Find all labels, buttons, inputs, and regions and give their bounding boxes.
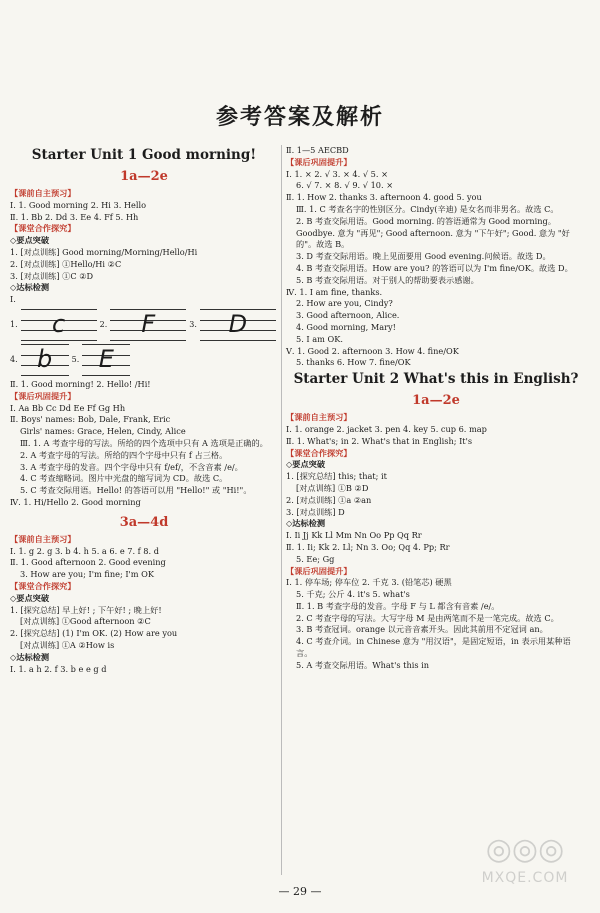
answer-line: Ⅰ. 1. a h 2. f 3. b e e g d — [10, 663, 107, 674]
item-number: 2. — [99, 320, 108, 330]
answer-line: Ⅱ. 1. Bb 2. Dd 3. Ee 4. Ff 5. Hh — [10, 211, 139, 222]
tag-class: 【课堂合作探究】 — [10, 580, 76, 591]
tag-preview: 【课前自主预习】 — [286, 412, 352, 423]
column-divider — [281, 145, 282, 875]
check-heading: ◇达标检测 — [10, 282, 50, 293]
tag-preview: 【课前自主预习】 — [10, 533, 76, 544]
answer-line: [对点训练] ①B ②D — [296, 482, 369, 493]
tag-after: 【课后巩固提升】 — [10, 390, 76, 401]
unit1-title: Starter Unit 1 Good morning! — [31, 147, 257, 163]
letter-f: F — [141, 310, 156, 339]
watermark-url: MXQE.COM — [481, 870, 569, 886]
answer-line: Girls' names: Grace, Helen, Cindy, Alice — [20, 426, 186, 437]
answer-line: 5. C 考查交际用语。Hello! 的答语可以用 "Hello!" 或 "Hi!"。 — [20, 485, 252, 496]
answer-line: 2. [探究总结] (1) I'm OK. (2) How are you — [10, 628, 178, 639]
answer-line: 2. A 考查字母的写法。所给的四个字母中只有 f 占三格。 — [20, 449, 228, 460]
answer-line: 4. Good morning, Mary! — [296, 321, 396, 332]
answer-line: 5. thanks 6. How 7. fine/OK — [296, 357, 411, 368]
answer-line: 3. How are you; I'm fine; I'm OK — [20, 569, 154, 580]
answer-line: 5. A 考查交际用语。What's this in — [296, 659, 430, 670]
tag-after: 【课后巩固提升】 — [286, 565, 352, 576]
watermark-mark: ◎◎◎ — [485, 832, 565, 867]
answer-line: [对点训练] ①Good afternoon ②C — [20, 616, 151, 627]
answer-line: 2. C 考查字母的写法。大写字母 M 是由两笔而不是一笔完成。故选 C。 — [296, 612, 559, 623]
item-number: 1. — [10, 320, 18, 330]
right-column — [286, 145, 586, 672]
page-number: — 29 — — [278, 885, 322, 898]
four-line-grid — [200, 309, 276, 341]
letter-d: D — [228, 310, 248, 339]
answer-line: 2. [对点训练] ①Hello/Hi ②C — [10, 258, 122, 269]
answer-line: 2. [对点训练] ①a ②an — [286, 494, 372, 505]
key-points-heading: ◇要点突破 — [286, 459, 326, 470]
answer-line: Ⅱ. 1—5 AECBD — [286, 145, 349, 155]
answer-line: 2. How are you, Cindy? — [296, 298, 393, 309]
answer-line: Ⅳ. 1. I am fine, thanks. — [286, 286, 383, 297]
item-number: 3. — [189, 320, 197, 330]
answer-line: 5. 千克; 公斤 4. it's 5. what's — [296, 589, 410, 600]
tag-after: 【课后巩固提升】 — [286, 156, 352, 167]
unit2-title: Starter Unit 2 What's this in English? — [293, 371, 579, 388]
key-points-heading: ◇要点突破 — [10, 235, 50, 246]
four-line-grid — [110, 309, 186, 341]
answer-line: [对点训练] ①A ②How is — [20, 639, 115, 650]
answer-line: Ⅰ. 1. orange 2. jacket 3. pen 4. key 5. cup 6. map — [286, 423, 487, 434]
letter-c: c — [52, 310, 66, 339]
item-number: 5. — [71, 355, 80, 365]
letter-b: b — [37, 345, 53, 374]
item-number: 4. — [10, 355, 18, 365]
left-column — [10, 145, 278, 675]
answer-line: 3. Good afternoon, Alice. — [296, 310, 400, 321]
answer-line: Ⅲ. 1. A 考查字母的写法。所给的四个选项中只有 A 选项是正确的。 — [20, 437, 268, 448]
answer-line: 3. A 考查字母的发音。四个字母中只有 f/ef/，不含音素 /e/。 — [20, 461, 243, 472]
answer-line: 4. C 考查缩略词。图片中光盘的缩写词为 CD。故选 C。 — [20, 473, 228, 484]
answer-line: 4. C 考查介词。in Chinese 意为 "用汉语"，是固定短语，in 表示用某种语言。 — [296, 636, 571, 659]
answer-line: Ⅱ. 1. Good morning! 2. Hello! /Hi! — [10, 378, 151, 389]
answer-line: 2. B 考查交际用语。Good morning. 的答语通常为 Good morning。Goodbye. 意为 "再见"; Good afternoon. 意为 "下午好"; Good. 意为 "好的"。故选 B。 — [296, 215, 570, 250]
letter-e: E — [98, 345, 114, 374]
tag-class: 【课堂合作探究】 — [10, 223, 76, 234]
key-points-heading: ◇要点突破 — [10, 592, 50, 603]
answer-line: 1. [探究总结] this; that; it — [286, 471, 387, 482]
answer-line: Ⅱ. 1. B 考查字母的发音。字母 F 与 L 都含有音素 /e/。 — [296, 600, 500, 611]
answer-line: Ⅰ. Aa Bb Cc Dd Ee Ff Gg Hh — [10, 402, 126, 413]
section-1a-2e: 1a—2e — [412, 393, 460, 409]
answer-line: Ⅱ. 1. What's; in 2. What's that in English; It's — [286, 435, 473, 446]
four-line-grid — [21, 344, 69, 376]
answer-line: Ⅲ. 1. C 考查名字的性别区分。Cindy(辛迪) 是女名而非男名。故选 C。 — [296, 203, 559, 214]
answer-line: Ⅱ. Boys' names: Bob, Dale, Frank, Eric — [10, 414, 171, 425]
answer-line: 5. Ee; Gg — [296, 553, 335, 564]
check-heading: ◇达标检测 — [286, 518, 326, 529]
handwriting-row-2 — [10, 344, 278, 376]
answer-line: Ⅱ. 1. Ii; Kk 2. Ll; Nn 3. Oo; Qq 4. Pp; Rr — [286, 541, 450, 552]
tag-preview: 【课前自主预习】 — [10, 188, 76, 198]
watermark-logo — [460, 830, 590, 900]
page-title: 参考答案及解析 — [215, 104, 384, 130]
roman-numeral: Ⅰ. — [10, 294, 16, 305]
tag-class: 【课堂合作探究】 — [286, 447, 352, 458]
answer-line: 5. I am OK. — [296, 333, 343, 344]
answer-line: 6. √ 7. × 8. √ 9. √ 10. × — [296, 180, 394, 191]
answer-line: Ⅱ. 1. Good afternoon 2. Good evening — [10, 557, 166, 568]
four-line-grid — [82, 344, 130, 376]
answer-line: 1. [探究总结] 早上好! ; 下午好! ; 晚上好! — [10, 604, 162, 615]
answer-line: Ⅰ. 1. g 2. g 3. b 4. h 5. a 6. e 7. f 8. d — [10, 545, 159, 556]
section-3a-4d: 3a—4d — [119, 514, 169, 530]
answer-line: 5. B 考查交际用语。对于别人的帮助要表示感谢。 — [296, 274, 479, 285]
check-heading: ◇达标检测 — [10, 651, 50, 662]
answer-line: Ⅰ. Ii Jj Kk Ll Mm Nn Oo Pp Qq Rr — [286, 530, 422, 541]
answer-line: 3. D 考查交际用语。晚上见面要用 Good evening.问候语。故选 D。 — [296, 251, 551, 262]
answer-line: Ⅰ. 1. 停车场; 停车位 2. 千克 3. (铅笔芯) 硬黑 — [286, 577, 452, 588]
answer-line: Ⅰ. 1. Good morning 2. Hi 3. Hello — [10, 199, 147, 210]
handwriting-row-1 — [10, 309, 278, 341]
answer-line: Ⅴ. 1. Good 2. afternoon 3. How 4. fine/OK — [286, 345, 459, 356]
answer-line: Ⅳ. 1. Hi/Hello 2. Good morning — [10, 496, 141, 507]
answer-line: 1. [对点训练] Good morning/Morning/Hello/Hi — [10, 246, 198, 257]
answer-line: Ⅱ. 1. How 2. thanks 3. afternoon 4. good 5. you — [286, 192, 482, 203]
answer-line: 4. B 考查交际用语。How are you? 的答语可以为 I'm fine/OK。故选 D。 — [296, 262, 573, 273]
four-line-grid — [21, 309, 97, 341]
section-1a-2e: 1a—2e — [120, 169, 168, 184]
answer-line: 3. [对点训练] ①C ②D — [10, 270, 94, 281]
answer-line: 3. B 考查冠词。orange 以元音音素开头。因此其前用不定冠词 an。 — [296, 624, 548, 635]
answer-line: Ⅰ. 1. × 2. √ 3. × 4. √ 5. × — [286, 168, 388, 179]
answer-line: 3. [对点训练] D — [286, 506, 345, 517]
